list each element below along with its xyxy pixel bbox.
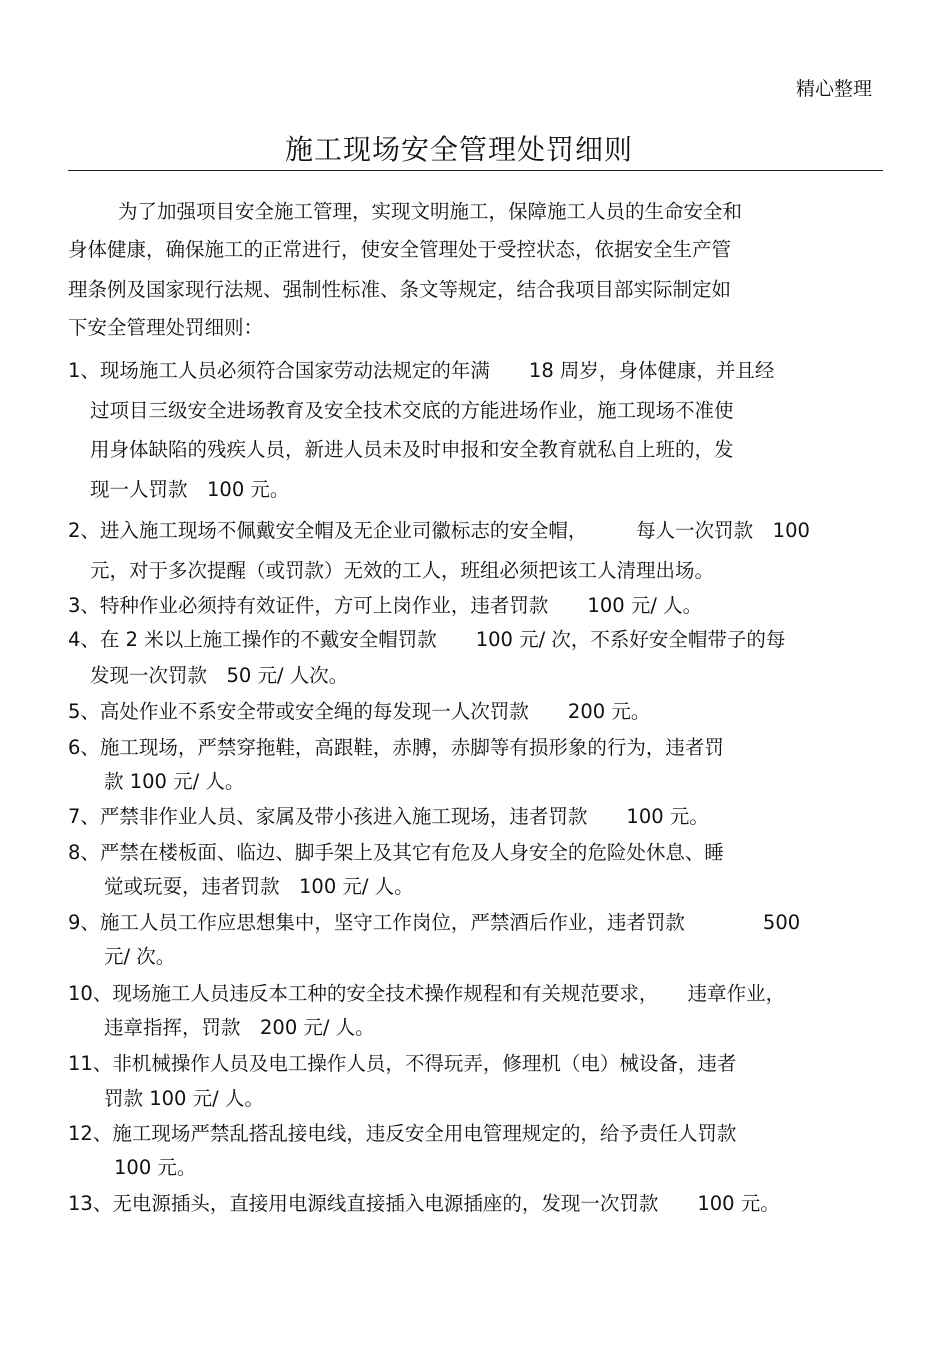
rule-line: 5、高处作业不系安全带或安全绳的每发现一人次罚款 200 元。 [68, 700, 651, 723]
rule-line: 罚款 100 元/ 人。 [104, 1087, 264, 1110]
rule-line: 3、特种作业必须持有效证件，方可上岗作业，违者罚款 100 元/ 人。 [68, 594, 703, 617]
page-title: 施工现场安全管理处罚细则 [284, 133, 633, 166]
intro-line: 理条例及国家现行法规、强制性标准、条文等规定，结合我项目部实际制定如 [68, 278, 732, 301]
rule-line: 12、施工现场严禁乱搭乱接电线，违反安全用电管理规定的，给予责任人罚款 [68, 1122, 737, 1145]
rule-line: 用身体缺陷的残疾人员，新进人员未及时申报和安全教育就私自上班的，发 [90, 438, 734, 461]
intro-line: 下安全管理处罚细则： [68, 316, 264, 339]
rule-line: 11、非机械操作人员及电工操作人员，不得玩弄，修理机（电）械设备，违者 [68, 1052, 737, 1075]
rule-line: 10、现场施工人员违反本工种的安全技术操作规程和有关规范要求， 违章作业， [68, 982, 786, 1005]
rule-line: 9、施工人员工作应思想集中，坚守工作岗位，严禁酒后作业，违者罚款 500 [68, 911, 801, 934]
rule-line: 1、现场施工人员必须符合国家劳动法规定的年满 18 周岁，身体健康，并且经 [68, 359, 775, 382]
rule-line: 觉或玩耍，违者罚款 100 元/ 人。 [104, 875, 414, 898]
rule-line: 100 元。 [114, 1156, 197, 1179]
title-divider [68, 170, 883, 171]
rule-line: 13、无电源插头，直接用电源线直接插入电源插座的，发现一次罚款 100 元。 [68, 1192, 780, 1215]
intro-line: 为了加强项目安全施工管理，实现文明施工，保障施工人员的生命安全和 [118, 200, 743, 223]
rule-line: 元，对于多次提醒（或罚款）无效的工人，班组必须把该工人清理出场。 [90, 559, 715, 582]
rule-line: 2、进入施工现场不佩戴安全帽及无企业司徽标志的安全帽， 每人一次罚款 100 [68, 519, 810, 542]
rule-line: 现一人罚款 100 元。 [90, 478, 290, 501]
rule-line: 过项目三级安全进场教育及安全技术交底的方能进场作业，施工现场不准使 [90, 399, 734, 422]
rule-line: 8、严禁在楼板面、临边、脚手架上及其它有危及人身安全的危险处休息、睡 [68, 841, 724, 864]
rule-line: 6、施工现场，严禁穿拖鞋，高跟鞋，赤膊，赤脚等有损形象的行为，违者罚 [68, 736, 724, 759]
rule-line: 发现一次罚款 50 元/ 人次。 [90, 664, 349, 687]
rule-line: 7、严禁非作业人员、家属及带小孩进入施工现场，违者罚款 100 元。 [68, 805, 709, 828]
rule-line: 4、在 2 米以上施工操作的不戴安全帽罚款 100 元/ 次，不系好安全帽带子的每 [68, 628, 786, 651]
header-note: 精心整理 [795, 78, 872, 100]
rule-line: 违章指挥，罚款 200 元/ 人。 [104, 1016, 375, 1039]
rule-line: 款 100 元/ 人。 [104, 770, 245, 793]
intro-line: 身体健康，确保施工的正常进行，使安全管理处于受控状态，依据安全生产管 [68, 238, 732, 261]
rule-line: 元/ 次。 [104, 945, 176, 968]
